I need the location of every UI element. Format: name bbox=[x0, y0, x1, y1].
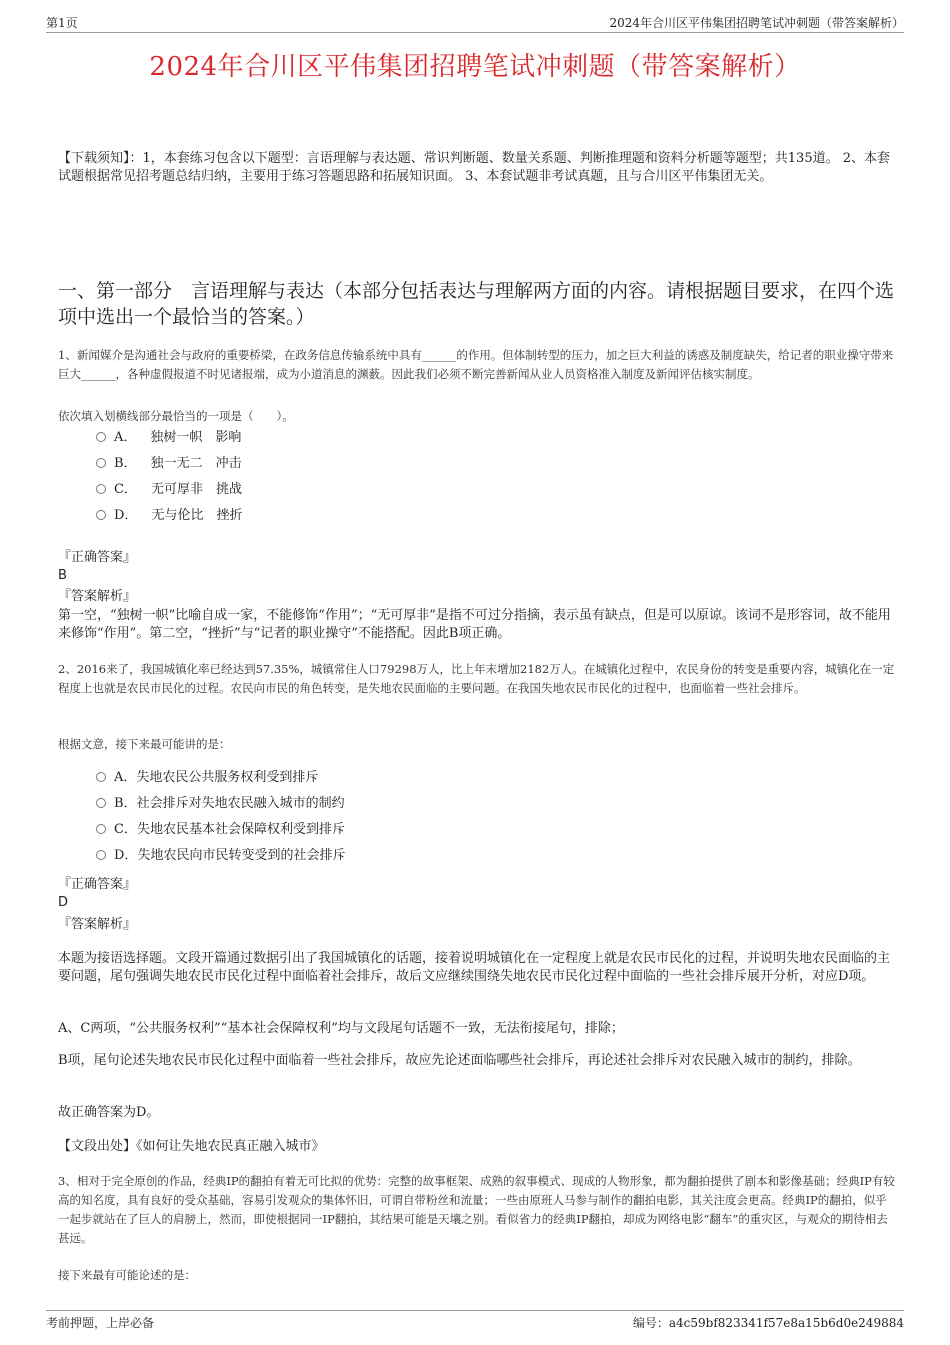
radio-icon[interactable] bbox=[96, 510, 106, 520]
question-2-option-b[interactable]: B．社会排斥对失地农民融入城市的制约 bbox=[96, 794, 345, 814]
question-2-answer: D bbox=[58, 895, 69, 910]
radio-icon[interactable] bbox=[96, 850, 106, 860]
question-2-analysis-label: 『答案解析』 bbox=[58, 917, 137, 932]
question-2-answer-label: 『正确答案』 bbox=[58, 877, 137, 892]
question-1-answer: B bbox=[58, 568, 67, 583]
question-1-answer-label: 『正确答案』 bbox=[58, 550, 137, 565]
question-2-analysis-paragraph: A、C两项，“公共服务权利”“基本社会保障权利”均与文段尾句话题不一致，无法衔接尾句，排除； bbox=[58, 1021, 624, 1036]
question-1-analysis-label: 『答案解析』 bbox=[58, 589, 137, 604]
question-2-option-c[interactable]: C．失地农民基本社会保障权利受到排斥 bbox=[96, 820, 345, 840]
question-1-analysis: 第一空，“独树一帜”比喻自成一家，不能修饰“作用”；“无可厚非”是指不可过分指摘，表示虽有缺点，但是可以原谅。该词不是形容词，故不能用来修饰“作用”。第二空，“挫折”与“记者的职业操守”不能搭配。因此B项正确。 bbox=[58, 608, 891, 641]
radio-icon[interactable] bbox=[96, 824, 106, 834]
question-1-option-b[interactable]: B． 独一无二 冲击 bbox=[96, 454, 242, 474]
question-2-analysis-paragraph: 故正确答案为D。 bbox=[58, 1105, 160, 1120]
footer-slogan: 考前押题，上岸必备 bbox=[46, 1316, 155, 1330]
question-2-option-d[interactable]: D．失地农民向市民转变受到的社会排斥 bbox=[96, 846, 345, 866]
question-1-option-c[interactable]: C． 无可厚非 挑战 bbox=[96, 480, 242, 500]
document-title: 2024年合川区平伟集团招聘笔试冲刺题（带答案解析） bbox=[149, 52, 801, 82]
question-2-option-a[interactable]: A．失地农民公共服务权利受到排斥 bbox=[96, 768, 318, 788]
question-3-stem: 3、相对于完全原创的作品，经典IP的翻拍有着无可比拟的优势：完整的故事框架、成熟的叙事模式、现成的人物形象，都为翻拍提供了剧本和影像基础；经典IP有较高的知名度，具有良好的受众基础，容易引发观众的集体怀旧，可谓自带粉丝和流量；一些由原班人马参与制作的翻拍电影，其关注度会更高。经典IP的翻拍，似乎一起步就站在了巨人的肩膀上，然而，即使根据同一IP翻拍，其结果可能是天壤之别。看似省力的经典IP翻拍，却成为网络电影“翻车”的重灾区，与观众的期待相去甚远。 bbox=[58, 1174, 895, 1245]
question-2-analysis-paragraph: B项，尾句论述失地农民市民化过程中面临着一些社会排斥，故应先论述面临哪些社会排斥，再论述社会排斥对农民融入城市的制约，排除。 bbox=[58, 1053, 861, 1068]
question-3-instruction: 接下来最有可能论述的是： bbox=[58, 1268, 196, 1282]
question-2-stem: 2、2016来了，我国城镇化率已经达到57.35%，城镇常住人口79298万人，比上年末增加2182万人。在城镇化过程中，农民身份的转变是重要内容，城镇化在一定程度上也就是农民市民化的过程。农民向市民的角色转变，是失地农民面临的主要问题。在我国失地农民市民化的过程中，也面临着一些社会排斥。 bbox=[58, 662, 895, 695]
question-2-analysis-paragraph: 本题为接语选择题。文段开篇通过数据引出了我国城镇化的话题，接着说明城镇化在一定程度上就是农民市民化的过程，并说明失地农民面临的主要问题，尾句强调失地农民市民化过程中面临着社会排斥，故后文应继续围绕失地农民市民化过程中面临的一些社会排斥展开分析，对应D项。 bbox=[58, 951, 891, 984]
question-1-stem: 1、新闻媒介是沟通社会与政府的重要桥梁，在政务信息传输系统中具有______的作用。但体制转型的压力，加之巨大利益的诱惑及制度缺失，给记者的职业操守带来巨大______，各种虚假报道不时见诸报端，成为小道消息的渊薮。因此我们必须不断完善新闻从业人员资格准入制度及新闻评估核实制度。 bbox=[58, 348, 894, 381]
question-2-instruction: 根据文意，接下来最可能讲的是： bbox=[58, 737, 231, 751]
page-number: 第1页 bbox=[46, 16, 78, 30]
radio-icon[interactable] bbox=[96, 458, 106, 468]
question-1-instruction: 依次填入划横线部分最恰当的一项是（ ）。 bbox=[58, 409, 294, 423]
radio-icon[interactable] bbox=[96, 484, 106, 494]
section-heading: 一、第一部分 言语理解与表达（本部分包括表达与理解两方面的内容。请根据题目要求，在四个选项中选出一个最恰当的答案。） bbox=[58, 280, 895, 328]
question-1-option-d[interactable]: D． 无与伦比 挫折 bbox=[96, 506, 242, 526]
radio-icon[interactable] bbox=[96, 772, 106, 782]
running-header-title: 2024年合川区平伟集团招聘笔试冲刺题（带答案解析） bbox=[609, 16, 904, 30]
footer-divider bbox=[46, 1310, 904, 1311]
question-2-source: 【文段出处】《如何让失地农民真正融入城市》 bbox=[58, 1139, 325, 1154]
document-id: 编号：a4c59bf823341f57e8a15b6d0e249884 bbox=[632, 1316, 904, 1330]
radio-icon[interactable] bbox=[96, 432, 106, 442]
question-1-option-a[interactable]: A． 独树一帜 影响 bbox=[96, 428, 241, 448]
download-notice: 【下载须知】：1，本套练习包含以下题型：言语理解与表达题、常识判断题、数量关系题、判断推理题和资料分析题等题型；共135道。 2、本套试题根据常见招考题总结归纳，主要用于练习答题思路和拓展知识面。 3、本套试题非考试真题，且与合川区平伟集团无关。 bbox=[58, 151, 890, 184]
header-divider bbox=[46, 32, 904, 33]
radio-icon[interactable] bbox=[96, 798, 106, 808]
